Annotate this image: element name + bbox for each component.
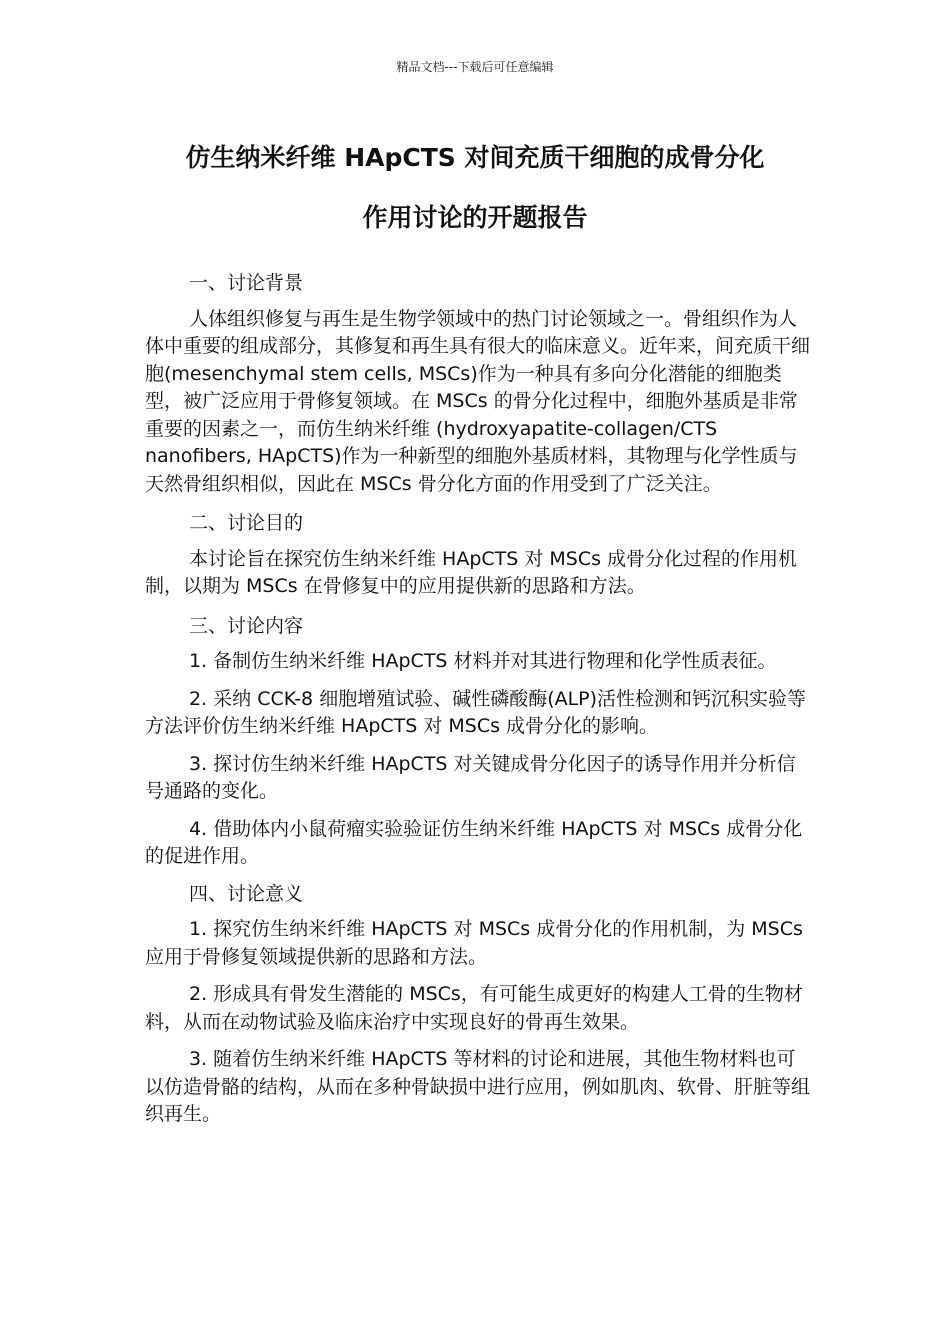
significance-item-3: 3. 随着仿生纳米纤维 HApCTS 等材料的讨论和进展，其他生物材料也可以仿造骨骼的结构，从而在多种骨缺损中进行应用，例如肌肉、软骨、肝脏等组织再生。 [145, 1048, 811, 1125]
document-title-line-1: 仿生纳米纤维 HApCTS 对间充质干细胞的成骨分化 [185, 143, 765, 172]
page-header: 精品文档---下载后可任意编辑 [396, 60, 554, 74]
significance-item-1: 1. 探究仿生纳米纤维 HApCTS 对 MSCs 成骨分化的作用机制，为 MSCs 应用于骨修复领域提供新的思路和方法。 [145, 918, 803, 968]
document-title-line-2: 作用讨论的开题报告 [362, 203, 588, 232]
significance-item-2: 2. 形成具有骨发生潜能的 MSCs，有可能生成更好的构建人工骨的生物材料，从而在动物试验及临床治疗中实现良好的骨再生效果。 [145, 983, 803, 1033]
background-paragraph: 人体组织修复与再生是生物学领域中的热门讨论领域之一。骨组织作为人体中重要的组成部分，其修复和再生具有很大的临床意义。近年来，间充质干细胞(mesenchymal stem cells, MSCs)作为一种具有多向分化潜能的细胞类型，被广泛应用于骨修复领域。在 MSCs 的骨分化过程中，细胞外基质是非常重要的因素之一，而仿生纳米纤维 (hydroxyapatite-collagen/CTS nanofibers, HApCTS)作为一种新型的细胞外基质材料，其物理与化学性质与天然骨组织相似，因此在 MSCs 骨分化方面的作用受到了广泛关注。 [145, 307, 811, 495]
purpose-paragraph: 本讨论旨在探究仿生纳米纤维 HApCTS 对 MSCs 成骨分化过程的作用机制，以期为 MSCs 在骨修复中的应用提供新的思路和方法。 [145, 547, 798, 597]
content-item-2: 2. 采纳 CCK-8 细胞增殖试验、碱性磷酸酶(ALP)活性检测和钙沉积实验等方法评价仿生纳米纤维 HApCTS 对 MSCs 成骨分化的影响。 [145, 687, 807, 737]
document-body [145, 270, 810, 1139]
content-item-1: 1. 备制仿生纳米纤维 HApCTS 材料并对其进行物理和化学性质表征。 [189, 650, 777, 672]
section-heading-significance: 四、讨论意义 [189, 882, 304, 905]
section-heading-purpose: 二、讨论目的 [189, 512, 304, 534]
content-item-3: 3. 探讨仿生纳米纤维 HApCTS 对关键成骨分化因子的诱导作用并分析信号通路的变化。 [145, 752, 796, 802]
section-heading-content: 三、讨论内容 [189, 614, 304, 637]
content-item-4: 4. 借助体内小鼠荷瘤实验验证仿生纳米纤维 HApCTS 对 MSCs 成骨分化的促进作用。 [145, 817, 803, 867]
section-heading-background: 一、讨论背景 [189, 272, 304, 294]
